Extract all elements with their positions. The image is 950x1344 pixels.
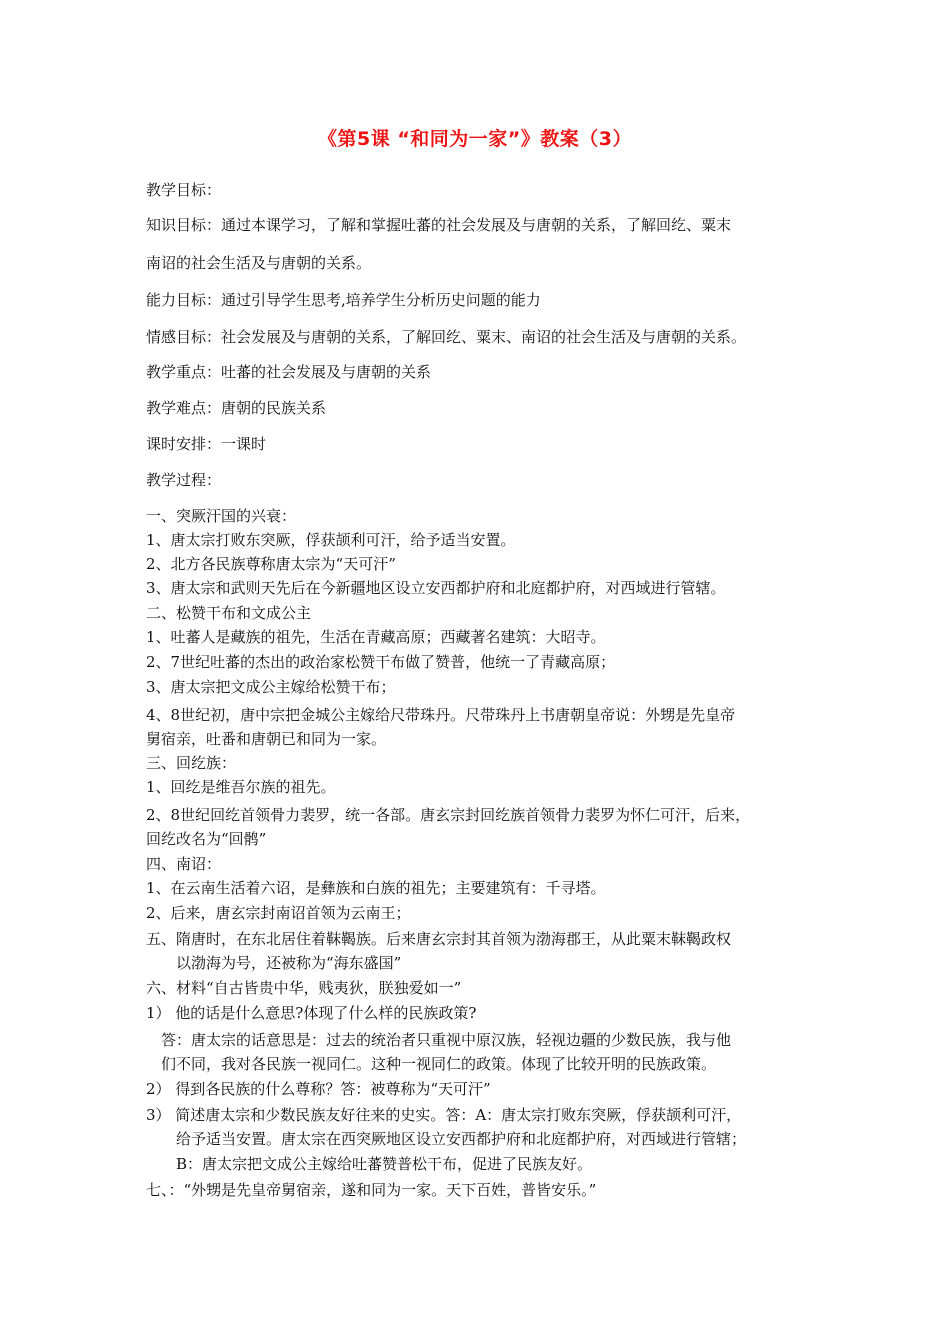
section-heading: 五、隋唐时，在东北居住着靺鞨族。后来唐玄宗封其首领为渤海郡王，从此粟末靺鞨政权	[146, 930, 732, 948]
answer-line: 们不同，我对各民族一视同仁。这种一视同仁的政策。体现了比较开明的民族政策。	[146, 1055, 717, 1073]
body-line: 2、北方各民族尊称唐太宗为“天可汗”	[146, 555, 396, 573]
body-line: 1、吐蕃人是藏族的祖先，生活在青藏高原；西藏著名建筑：大昭寺。	[146, 628, 606, 646]
knowledge-goal: 知识目标：通过本课学习，了解和掌握吐蕃的社会发展及与唐朝的关系，了解回纥、粟末	[146, 216, 732, 234]
class-hours: 课时安排：一课时	[146, 435, 267, 453]
section-heading: 三、回纥族：	[146, 754, 237, 772]
body-line: 2、后来，唐玄宗封南诏首领为云南王；	[146, 904, 411, 922]
answer-line: 答：唐太宗的话意思是：过去的统治者只重视中原汉族，轻视边疆的少数民族，我与他	[146, 1031, 732, 1049]
answer-line: 给予适当安置。唐太宗在西突厥地区设立安西都护府和北庭都护府，对西域进行管辖；	[146, 1130, 747, 1148]
body-line: 1、唐太宗打败东突厥，俘获颉利可汗，给予适当安置。	[146, 531, 516, 549]
document-title: 《第5课 “和同为一家”》教案（3）	[317, 128, 633, 150]
body-line: 以渤海为号，还被称为“海东盛国”	[146, 954, 402, 972]
body-line: 3、唐太宗和武则天先后在今新疆地区设立安西都护府和北庭都护府，对西域进行管辖。	[146, 579, 726, 597]
body-line: 舅宿亲，吐番和唐朝已和同为一家。	[146, 730, 387, 748]
body-line: 1、在云南生活着六诏，是彝族和白族的祖先；主要建筑有：千寻塔。	[146, 879, 606, 897]
answer-line: B：唐太宗把文成公主嫁给吐蕃赞普松干布，促进了民族友好。	[146, 1155, 593, 1173]
knowledge-goal-cont: 南诏的社会生活及与唐朝的关系。	[146, 254, 372, 272]
section-heading: 二、松赞干布和文成公主	[146, 604, 312, 622]
section-heading: 六、材料“自古皆贵中华，贱夷狄，朕独爱如一”	[146, 979, 462, 997]
body-line: 2、7世纪吐蕃的杰出的政治家松赞干布做了赞普，他统一了青藏高原；	[146, 653, 616, 671]
question-line: 1） 他的话是什么意思?体现了什么样的民族政策?	[146, 1004, 477, 1022]
body-line: 3、唐太宗把文成公主嫁给松赞干布；	[146, 678, 396, 696]
teaching-process-heading: 教学过程：	[146, 471, 222, 489]
section-heading: 七、：“外甥是先皇帝舅宿亲，遂和同为一家。天下百姓，普皆安乐。”	[146, 1181, 597, 1199]
teaching-difficulty: 教学难点：唐朝的民族关系	[146, 399, 327, 417]
teaching-focus: 教学重点：吐蕃的社会发展及与唐朝的关系	[146, 363, 432, 381]
body-line: 1、回纥是维吾尔族的祖先。	[146, 778, 336, 796]
teaching-goals-heading: 教学目标：	[146, 181, 222, 199]
question-line: 2） 得到各民族的什么尊称？答：被尊称为“天可汗”	[146, 1080, 491, 1098]
ability-goal: 能力目标：通过引导学生思考,培养学生分析历史问题的能力	[146, 291, 541, 309]
body-line: 回纥改名为“回鹘”	[146, 830, 267, 848]
body-line: 2、8世纪回纥首领骨力裴罗，统一各部。唐玄宗封回纥族首领骨力裴罗为怀仁可汗，后来，	[146, 806, 751, 824]
question-line: 3） 简述唐太宗和少数民族友好往来的史实。答：A：唐太宗打败东突厥，俘获颉利可汗，	[146, 1106, 742, 1124]
section-heading: 一、突厥汗国的兴衰：	[146, 507, 297, 525]
emotion-goal: 情感目标：社会发展及与唐朝的关系，了解回纥、粟末、南诏的社会生活及与唐朝的关系。	[146, 328, 747, 346]
section-heading: 四、南诏：	[146, 855, 222, 873]
body-line: 4、8世纪初，唐中宗把金城公主嫁给尺带珠丹。尺带珠丹上书唐朝皇帝说：外甥是先皇帝	[146, 706, 736, 724]
